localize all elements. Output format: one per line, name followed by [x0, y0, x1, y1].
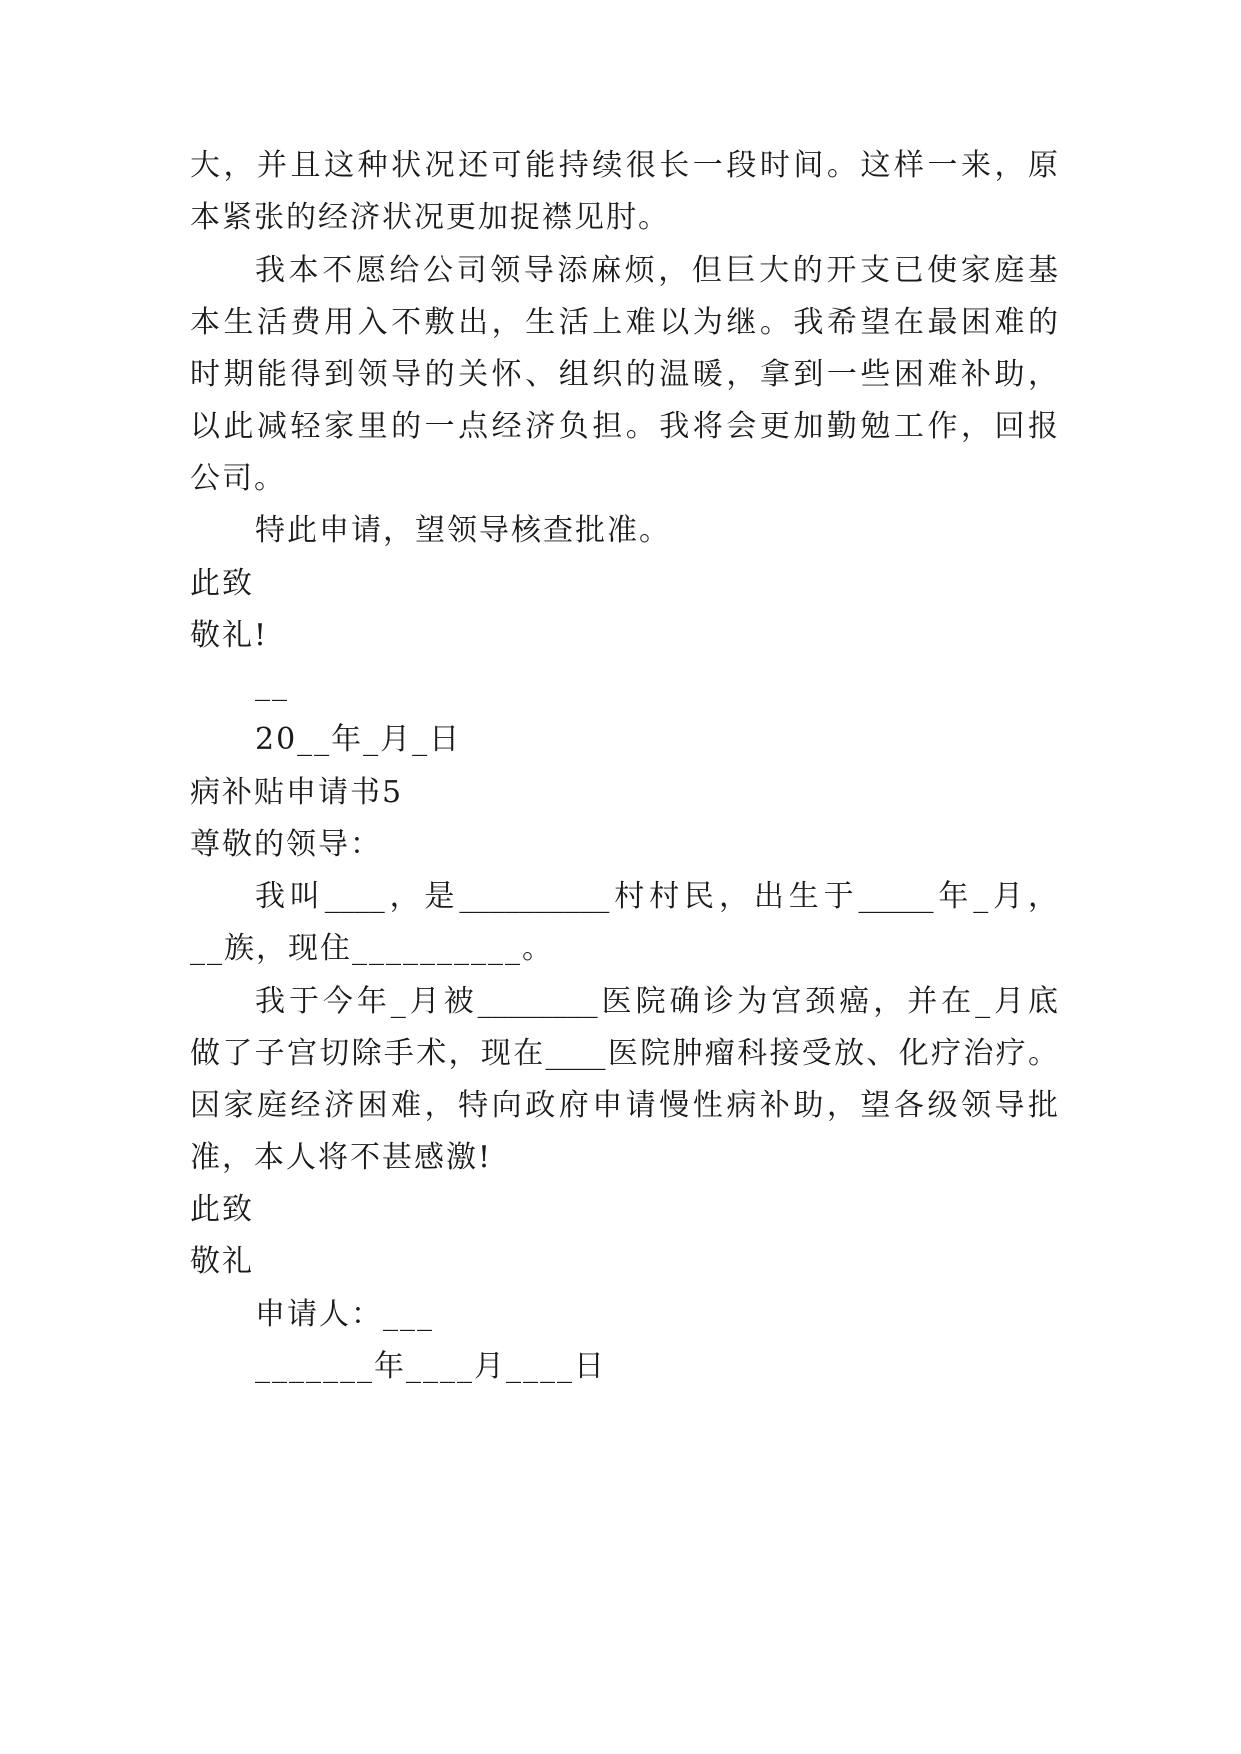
paragraph-line: 我本不愿给公司领导添麻烦，但巨大的开支已使家庭基	[255, 253, 1058, 288]
letter-title: 病补贴申请书5	[190, 775, 404, 810]
closing-line: 此致	[190, 1192, 254, 1227]
paragraph-line: 大，并且这种状况还可能持续很长一段时间。这样一来，原	[190, 148, 1058, 183]
signature-blank: __	[255, 667, 289, 702]
paragraph-line: 本生活费用入不敷出，生活上难以为继。我希望在最困难的	[190, 305, 1058, 340]
paragraph-line: __族，现住__________。	[190, 931, 554, 966]
paragraph-line: 准，本人将不甚感激!	[190, 1140, 493, 1175]
paragraph-line: 时期能得到领导的关怀、组织的温暖，拿到一些困难补助，	[190, 357, 1058, 392]
paragraph-line: 我叫____，是__________村村民，出生于_____年_月，	[255, 879, 1058, 914]
date-line: 20__年_月_日	[255, 722, 462, 757]
paragraph-line: 以此减轻家里的一点经济负担。我将会更加勤勉工作，回报	[190, 409, 1058, 444]
paragraph-line: 我于今年_月被________医院确诊为宫颈癌，并在_月底	[255, 984, 1058, 1019]
paragraph-line: 本紧张的经济状况更加捉襟见肘。	[190, 200, 670, 235]
closing-line: 敬礼!	[190, 618, 269, 653]
paragraph-line: 因家庭经济困难，特向政府申请慢性病补助，望各级领导批	[190, 1088, 1058, 1123]
paragraph-line: 公司。	[190, 461, 286, 496]
request-line: 特此申请，望领导核查批准。	[255, 513, 671, 548]
closing-line: 敬礼	[190, 1244, 254, 1279]
date-line: _______年____月____日	[255, 1349, 606, 1384]
paragraph-line: 做了子宫切除手术，现在____医院肿瘤科接受放、化疗治疗。	[190, 1036, 1058, 1071]
closing-line: 此致	[190, 566, 254, 601]
applicant-line: 申请人：___	[255, 1297, 434, 1332]
salutation: 尊敬的领导：	[190, 827, 382, 862]
